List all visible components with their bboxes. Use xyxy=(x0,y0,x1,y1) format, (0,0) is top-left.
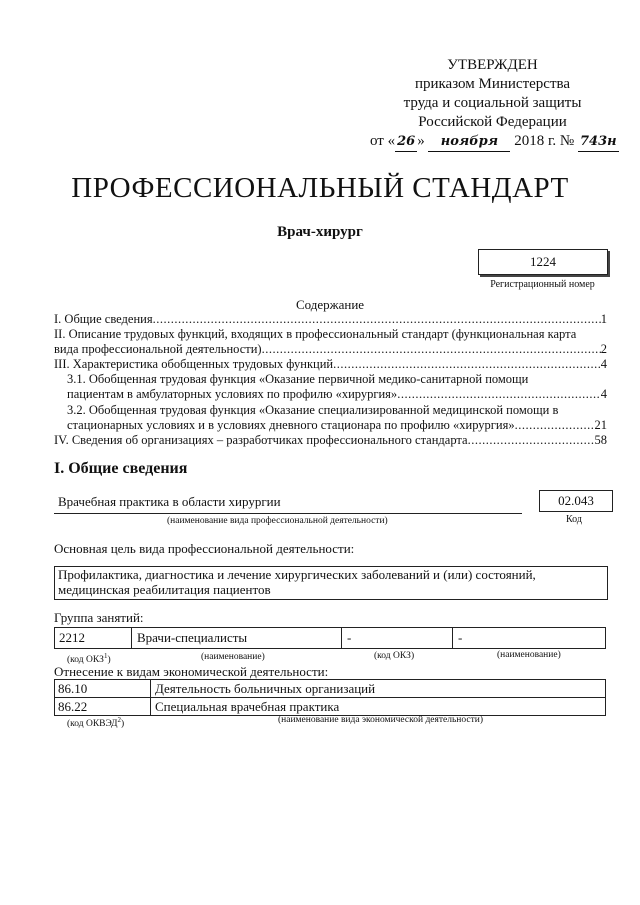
toc-title: Содержание xyxy=(295,297,365,312)
occ-caption-name2: (наименование) xyxy=(497,650,561,660)
approval-title: УТВЕРЖДЕН xyxy=(447,57,538,73)
approval-line-order: приказом Министерства xyxy=(414,76,571,92)
approval-month: ноября xyxy=(428,132,510,152)
occ-table-sep-1 xyxy=(131,627,132,649)
econ-code-1: 86.10 xyxy=(58,681,88,696)
toc-item-2[interactable] xyxy=(54,342,607,358)
activity-code-box: 02.043 xyxy=(539,490,613,512)
toc-item-page: 4 xyxy=(600,357,607,371)
approval-day: 26 xyxy=(395,132,417,152)
occ-table-top xyxy=(54,627,606,628)
activity-underline xyxy=(54,513,522,514)
occ-name-2: - xyxy=(458,630,463,645)
econ-table-top xyxy=(54,679,606,680)
occ-code-1: 2212 xyxy=(59,630,85,645)
toc-item-2-line1[interactable]: II. Описание трудовых функций, входящих в профессиональный стандарт (функциональная карта xyxy=(54,327,577,341)
approval-block xyxy=(370,56,615,152)
occ-table-bottom xyxy=(54,648,606,649)
goal-label: Основная цель вида профессиональной деятельности: xyxy=(54,541,355,556)
econ-caption-code: (код ОКВЭД$^2$) xyxy=(67,716,125,730)
date-quote: » xyxy=(417,133,425,149)
document-title: ПРОФЕССИОНАЛЬНЫЙ СТАНДАРТ xyxy=(71,172,569,204)
approval-line-country: Российской Федерации xyxy=(418,114,567,130)
toc-item-6[interactable] xyxy=(54,433,607,449)
goal-line-2: медицинская реабилитация пациентов xyxy=(58,582,271,597)
toc-item-5[interactable] xyxy=(67,418,607,434)
toc-item-page: 2 xyxy=(600,342,607,356)
approval-year: 2018 г. № xyxy=(514,133,575,149)
econ-table-sep xyxy=(150,679,151,716)
date-prefix: от « xyxy=(370,133,396,149)
toc-item-4-line1[interactable]: 3.1. Обобщенная трудовая функция «Оказание первичной медико-санитарной помощи xyxy=(67,372,529,386)
toc-item-text: I. Общие сведения xyxy=(54,312,153,326)
registration-number-box: 1224 xyxy=(478,249,608,275)
econ-caption-name: (наименование вида экономической деятельности) xyxy=(278,715,483,725)
occ-caption-code1: (код ОКЗ$^1$) xyxy=(67,652,111,666)
toc-item-1[interactable] xyxy=(54,312,607,328)
econ-code-2: 86.22 xyxy=(58,699,88,714)
toc-item-4[interactable] xyxy=(67,387,607,403)
toc-item-text: III. Характеристика обобщенных трудовых функций xyxy=(54,357,334,371)
occ-caption-name1: (наименование) xyxy=(201,652,265,662)
goal-text xyxy=(58,567,536,597)
occ-table-sep-3 xyxy=(452,627,453,649)
toc-item-page: 4 xyxy=(600,387,607,401)
registration-label: Регистрационный номер xyxy=(490,279,595,290)
occ-table-sep-2 xyxy=(341,627,342,649)
approval-number: 743н xyxy=(578,132,619,152)
toc-item-text: стационарных условиях и в условиях дневного стационара по профилю «хирургия» xyxy=(67,418,515,432)
toc-item-page: 58 xyxy=(594,433,607,447)
toc-item-text: IV. Сведения об организациях – разработчиках профессионального стандарта xyxy=(54,433,468,447)
code-label: Код xyxy=(566,514,582,525)
economic-label: Отнесение к видам экономической деятельности: xyxy=(54,664,329,679)
econ-table-right xyxy=(605,679,606,716)
toc-item-page: 1 xyxy=(600,312,607,326)
occ-table-left xyxy=(54,627,55,649)
goal-line-1: Профилактика, диагностика и лечение хирургических заболеваний и (или) состояний, xyxy=(58,567,536,582)
activity-caption: (наименование вида профессиональной деятельности) xyxy=(167,516,388,526)
approval-date-line xyxy=(370,132,615,152)
occ-name-1: Врачи-специалисты xyxy=(137,630,248,645)
toc-item-text: пациентам в амбулаторных условиях по профилю «хирургия» xyxy=(67,387,398,401)
toc-item-5-line1[interactable]: 3.2. Обобщенная трудовая функция «Оказание специализированной медицинской помощи в xyxy=(67,403,559,417)
econ-table-mid xyxy=(54,697,606,698)
section-heading: I. Общие сведения xyxy=(54,460,188,477)
occ-caption-code2: (код ОКЗ) xyxy=(374,651,415,661)
toc-item-page: 21 xyxy=(594,418,607,432)
occ-code-2: - xyxy=(347,630,352,645)
econ-name-2: Специальная врачебная практика xyxy=(155,699,340,714)
document-subtitle: Врач-хирург xyxy=(277,224,363,240)
approval-line-ministry: труда и социальной защиты xyxy=(403,95,582,111)
occupation-group-label: Группа занятий: xyxy=(54,610,144,625)
econ-table-left xyxy=(54,679,55,716)
occ-table-right xyxy=(605,627,606,649)
activity-name: Врачебная практика в области хирургии xyxy=(58,494,281,509)
econ-name-1: Деятельность больничных организаций xyxy=(155,681,376,696)
toc-item-text: вида профессиональной деятельности) xyxy=(54,342,262,356)
toc-item-3[interactable] xyxy=(54,357,607,373)
